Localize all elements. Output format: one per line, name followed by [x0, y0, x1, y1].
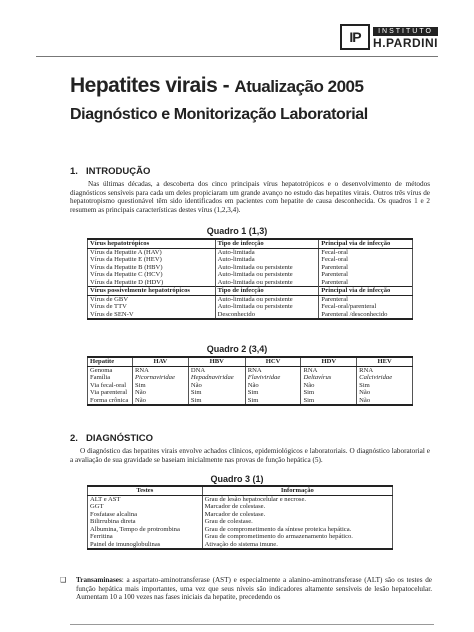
quadro-2-cell: Sim [188, 389, 245, 397]
quadro-3-header-cell: Testes [88, 486, 203, 495]
quadro-3-cell: Grau de lesão hepatocelular e necrose. [202, 495, 392, 503]
bullet-text [76, 576, 432, 602]
bullet-term: Transaminases [76, 576, 122, 584]
quadro-1-cell: Auto-limitada [215, 248, 319, 256]
quadro-3-cell: Ativação do sistema imune. [202, 541, 392, 550]
quadro-2-row [88, 382, 413, 390]
quadro-2-cell: RNA [245, 366, 301, 374]
quadro-1-cell: Auto-limitada [215, 256, 319, 264]
quadro-2-cell: Sim [357, 382, 413, 390]
quadro-1-cell: Vírus da Hepatite C (HCV) [88, 271, 216, 279]
quadro-1-cell: Parenteral [319, 264, 413, 272]
quadro-3-cell: GGT [88, 503, 203, 511]
quadro-1-row [88, 279, 413, 287]
header-rule [36, 56, 438, 57]
quadro-1-header-row [88, 239, 413, 248]
quadro-3-row [88, 533, 393, 541]
title-update: Atualização 2005 [234, 77, 364, 96]
quadro-2-cell: Sim [245, 389, 301, 397]
quadro-1-row [88, 264, 413, 272]
quadro-1-cell: Parenteral [319, 279, 413, 287]
quadro-3-cell: Bilirrubina direta [88, 518, 203, 526]
logo-name: H.PARDINI [373, 36, 438, 50]
quadro-2-cell: Não [301, 382, 357, 390]
quadro-3-header-cell: Informação [202, 486, 392, 495]
quadro-1-cell: Vírus de SEN-V [88, 311, 216, 320]
quadro-1-cell: Vírus da Hepatite A (HAV) [88, 248, 216, 256]
quadro-3-cell: Ferritina [88, 533, 203, 541]
logo-institute: INSTITUTO [373, 27, 438, 36]
quadro-1-cell: Auto-limitada ou persistente [215, 279, 319, 287]
quadro-2-cell: Não [132, 397, 188, 406]
quadro-1-cell: Parenteral /desconhecido [319, 311, 413, 320]
section-2-number: 2. [70, 433, 78, 444]
quadro-3-cell: Grau de comprometimento da síntese proteica hepática. [202, 526, 392, 534]
quadro-2-row [88, 366, 413, 374]
quadro-3-row [88, 503, 393, 511]
quadro-1-cell: Vírus da Hepatite B (HBV) [88, 264, 216, 272]
quadro-1-cell: Fecal-oral [319, 248, 413, 256]
bullet-body: : a aspartato-aminotransferase (AST) e especialmente a alanino-aminotransferase (ALT) são os testes de função hepática mais importantes, uma vez que seus níveis são indicadores altamente sensíveis de lesão hepatocelular. Aumentam 10 a 100 vezes nas fases iniciais da hepatite, precedendo os [76, 576, 432, 602]
transaminases-bullet [60, 576, 432, 602]
quadro-2-cell: Picornaviridae [132, 374, 188, 382]
quadro-2-table [87, 356, 413, 406]
quadro-1-table [87, 238, 413, 320]
section-2-heading [70, 433, 153, 444]
quadro-2-cell: DNA [188, 366, 245, 374]
quadro-1-cell: Parenteral [319, 271, 413, 279]
quadro-3-cell: Marcador de colestase. [202, 503, 392, 511]
section-1-heading [70, 166, 150, 177]
quadro-1-row [88, 256, 413, 264]
quadro-1-cell: Vírus da Hepatite E (HEV) [88, 256, 216, 264]
quadro-3-row [88, 541, 393, 550]
quadro-1-row [88, 311, 413, 320]
checkbox-bullet-icon: ❑ [60, 576, 67, 584]
quadro-1-title: Quadro 1 (1,3) [206, 226, 268, 236]
quadro-2-cell: Via fecal-oral [88, 382, 133, 390]
section-2-paragraph: O diagnóstico das hepatites virais envolve achados clínicos, epidemiológicos e laboratoriais. O diagnóstico laboratorial e a avaliação de sua gravidade se baseiam inicialmente nas provas de função hepática (5). [70, 447, 430, 464]
quadro-2-cell: Flaviviridae [245, 374, 301, 382]
quadro-3-cell: Grau de comprometimento do armazenamento hepático. [202, 533, 392, 541]
quadro-3-row [88, 518, 393, 526]
logo-text [373, 27, 438, 50]
quadro-1-row [88, 248, 413, 256]
quadro-2-cell: Não [132, 389, 188, 397]
section-2-title: DIAGNÓSTICO [86, 433, 154, 444]
quadro-2-cell: Sim [245, 397, 301, 406]
quadro-2-cell: RNA [357, 366, 413, 374]
quadro-2-row [88, 389, 413, 397]
quadro-3-cell: Fosfatase alcalina [88, 511, 203, 519]
section-1-number: 1. [70, 166, 78, 177]
quadro-2-header-cell: HAV [132, 357, 188, 366]
quadro-2-cell: Família [88, 374, 133, 382]
quadro-1-cell: Fecal-oral/parenteral [319, 303, 413, 311]
section-1-title: INTRODUÇÃO [86, 166, 151, 177]
quadro-1-row [88, 295, 413, 303]
document-title [70, 74, 363, 98]
quadro-1-subheader-cell: Vírus possivelmente hepatotrópicos [88, 287, 216, 296]
quadro-2-cell: Sim [132, 382, 188, 390]
quadro-3-cell: Marcador de colestase. [202, 511, 392, 519]
quadro-2-cell: Genoma [88, 366, 133, 374]
quadro-2-cell: Sim [301, 397, 357, 406]
quadro-3-table [87, 485, 393, 550]
quadro-2-cell: Não [188, 382, 245, 390]
quadro-1-cell: Desconhecido [215, 311, 319, 320]
title-main: Hepatites virais - [70, 74, 230, 97]
quadro-1-row [88, 303, 413, 311]
quadro-1-cell: Parenteral [319, 295, 413, 303]
quadro-1-header-cell: Vírus hepatotrópicos [88, 239, 216, 248]
quadro-1-cell: Auto-limitada ou persistente [215, 303, 319, 311]
quadro-2-cell: Calciviridae [357, 374, 413, 382]
section-1-paragraph: Nas últimas décadas, a descoberta dos cinco principais vírus hepatotrópicos e o desenvolvimento de métodos diagnósticos sensíveis para cada um deles propiciaram um grande avanço no estudo das hepatites virais. Outros três vírus de hepatotropismo questionável têm sido identificados em pacientes com hepatite de causa desconhecida. Os quadros 1 e 2 resumem as principais características destes vírus (1,2,3,4). [70, 180, 430, 214]
logo-mark: IP [340, 24, 370, 50]
quadro-2-cell: RNA [301, 366, 357, 374]
institute-logo [340, 24, 438, 50]
quadro-1-cell: Vírus da Hepatite D (HDV) [88, 279, 216, 287]
quadro-1-cell: Auto-limitada ou persistente [215, 295, 319, 303]
footer-rule [70, 624, 434, 625]
quadro-2-cell: Hepadnaviridae [188, 374, 245, 382]
quadro-3-header-row [88, 486, 393, 495]
quadro-2-cell: RNA [132, 366, 188, 374]
quadro-3-row [88, 526, 393, 534]
quadro-1-subheader-cell: Principal via de infecção [319, 287, 413, 296]
quadro-3-row [88, 495, 393, 503]
quadro-3-row [88, 511, 393, 519]
quadro-1-header-cell: Tipo de infecção [215, 239, 319, 248]
quadro-2-cell: Não [245, 382, 301, 390]
quadro-2-cell: Não [357, 389, 413, 397]
quadro-3-cell: Albumina, Tempo de protrombina [88, 526, 203, 534]
quadro-2-cell: Forma crônica [88, 397, 133, 406]
document-subtitle: Diagnóstico e Monitorização Laboratorial [70, 106, 368, 123]
quadro-1-cell: Fecal-oral [319, 256, 413, 264]
quadro-1-cell: Vírus de GBV [88, 295, 216, 303]
quadro-2-header-row [88, 357, 413, 366]
quadro-1-cell: Auto-limitada ou persistente [215, 271, 319, 279]
quadro-1-cell: Vírus de TTV [88, 303, 216, 311]
quadro-2-cell: Deltavírus [301, 374, 357, 382]
quadro-2-cell: Sim [301, 389, 357, 397]
quadro-2-title: Quadro 2 (3,4) [206, 344, 268, 354]
quadro-2-cell: Via parenteral [88, 389, 133, 397]
quadro-3-cell: Grau de colestase. [202, 518, 392, 526]
quadro-2-cell: Sim [188, 397, 245, 406]
quadro-1-subheader-row [88, 287, 413, 296]
quadro-2-row [88, 374, 413, 382]
quadro-1-header-cell: Principal via de infecção [319, 239, 413, 248]
quadro-2-header-cell: Hepatite [88, 357, 133, 366]
quadro-2-cell: Não [357, 397, 413, 406]
quadro-1-row [88, 271, 413, 279]
quadro-1-subheader-cell: Tipo de infecção [215, 287, 319, 296]
quadro-3-cell: ALT e AST [88, 495, 203, 503]
quadro-2-header-cell: HCV [245, 357, 301, 366]
quadro-3-cell: Painel de imunoglobulinas [88, 541, 203, 550]
quadro-3-title: Quadro 3 (1) [210, 474, 264, 484]
quadro-2-header-cell: HBV [188, 357, 245, 366]
quadro-1-cell: Auto-limitada ou persistente [215, 264, 319, 272]
quadro-2-header-cell: HEV [357, 357, 413, 366]
quadro-2-row [88, 397, 413, 406]
quadro-2-header-cell: HDV [301, 357, 357, 366]
